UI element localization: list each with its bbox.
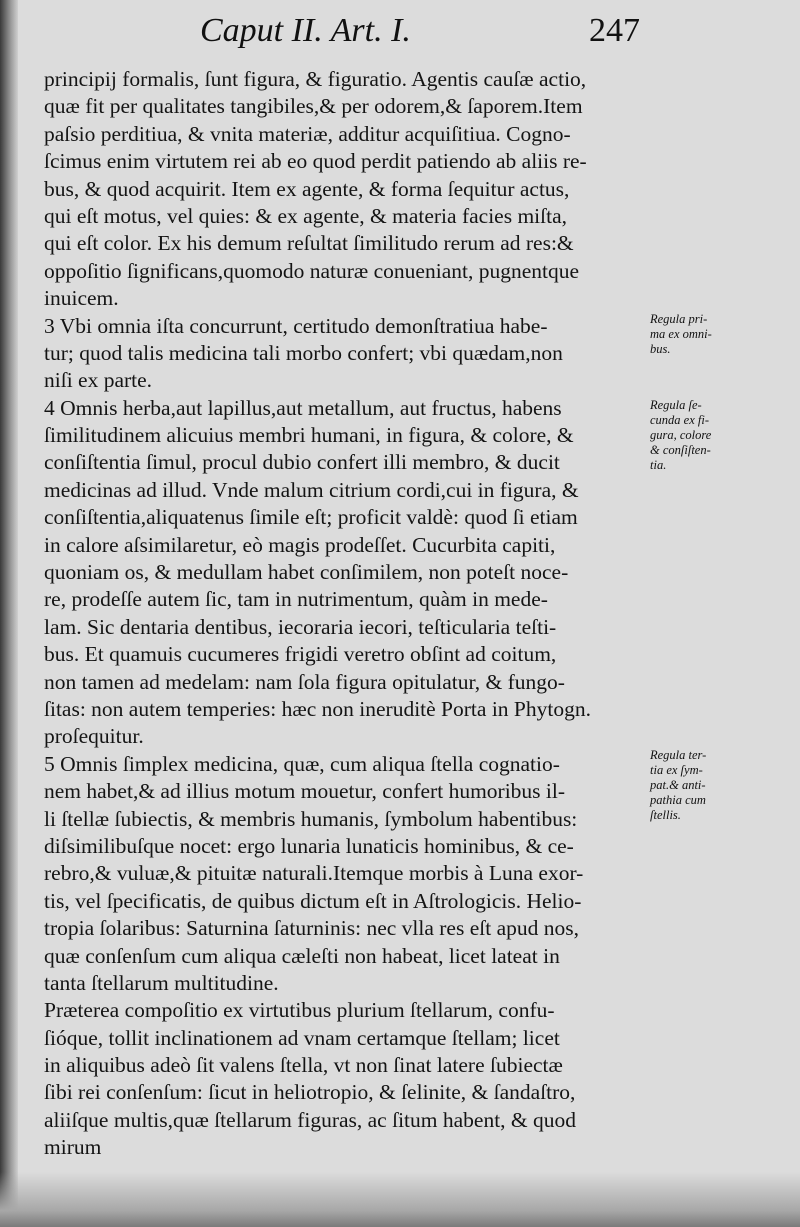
text-line: lam. Sic dentaria dentibus, iecoraria iecori, teſticularia teſti- [44,614,557,639]
text-line: mirum [44,1135,102,1160]
text-line: tis, vel ſpecificatis, de quibus dictum eſt in Aſtrologicis. Helio- [44,888,582,913]
text-line: rebro,& vuluæ,& pituitæ naturali.Itemque morbis à Luna exor- [44,861,584,886]
margin-note-regula-prima [650,312,800,357]
text-line: quæ fit per qualitates tangibiles,& per odorem,& ſaporem.Item [44,94,583,119]
text-line: tur; quod talis medicina tali morbo confert; vbi quædam,non [44,340,563,365]
text-line: qui eſt color. Ex his demum reſultat ſimilitudo rerum ad res:& [44,231,574,256]
margin-note-regula-tertia [650,748,800,823]
margin-note-line: bus. [650,342,671,356]
running-header [200,12,640,56]
text-line: niſi ex parte. [44,368,153,393]
text-line: ſióque, tollit inclinationem ad vnam certamque ſtellam; licet [44,1025,560,1050]
text-line: ſcimus enim virtutem rei ab eo quod perdit patiendo ab aliis re- [44,149,587,174]
margin-note-line: pathia cum [650,793,706,807]
text-line: bus, & quod acquirit. Item ex agente, & forma ſequitur actus, [44,176,570,201]
text-line: Præterea compoſitio ex virtutibus plurium ſtellarum, confu- [44,998,555,1023]
text-line: li ſtellæ ſubiectis, & membris humanis, ſymbolum habentibus: [44,806,578,831]
margin-note-line: Regula ſe- [650,398,702,412]
text-line: tropia ſolaribus: Saturnina ſaturninis: nec vlla res eſt apud nos, [44,916,579,941]
text-line: quoniam os, & medullam habet conſimilem, non poteſt noce- [44,560,569,585]
text-line: medicinas ad illud. Vnde malum citrium cordi,cui in figura, & [44,477,579,502]
text-line: re, prodeſſe autem ſic, tam in nutrimentum, quàm in mede- [44,587,548,612]
text-line: oppoſitio ſignificans,quomodo naturæ conueniant, pugnentque [44,258,580,283]
text-line: conſiſtentia ſimul, procul dubio confert illi membro, & ducit [44,450,560,475]
text-line: tanta ſtellarum multitudine. [44,970,279,995]
margin-note-line: ma ex omni- [650,327,712,341]
margin-note-line: Regula ter- [650,748,707,762]
text-line: diſsimilibuſque nocet: ergo lunaria lunaticis hominibus, & ce- [44,833,574,858]
margin-note-line: pat.& anti- [650,778,706,792]
text-line: quæ conſenſum cum aliqua cæleſti non habeat, licet lateat in [44,943,560,968]
chapter-heading: Caput II. Art. I. [200,12,411,49]
page-bottom-shadow [0,1172,800,1227]
text-line: ſibi rei conſenſum: ſicut in heliotropio, & ſelinite, & ſandaſtro, [44,1080,576,1105]
margin-note-line: gura, colore [650,428,712,442]
text-line: conſiſtentia,aliquatenus ſimile eſt; proficit valdè: quod ſi etiam [44,505,578,530]
text-line: ſimilitudinem alicuius membri humani, in figura, & colore, & [44,423,574,448]
margin-note-regula-secunda [650,398,800,473]
text-line: principij formalis, ſunt figura, & figuratio. Agentis cauſæ actio, [44,67,587,91]
text-line: aliiſque multis,quæ ſtellarum figuras, ac ſitum habent, & quod [44,1107,577,1132]
margin-note-line: tia ex ſym- [650,763,703,777]
margin-note-line: & conſiſten- [650,443,711,457]
text-line: 4 Omnis herba,aut lapillus,aut metallum, aut fructus, habens [44,395,562,420]
text-line: in aliquibus adeò ſit valens ſtella, vt non ſinat latere ſubiectæ [44,1053,563,1078]
margin-note-line: tia. [650,458,667,472]
text-line: paſsio perditiua, & vnita materiæ, additur acquiſitiua. Cogno- [44,121,571,146]
text-line: non tamen ad medelam: nam ſola figura opitulatur, & fungo- [44,669,565,694]
text-line: nem habet,& ad illius motum mouetur, confert humoribus il- [44,779,566,804]
text-line: proſequitur. [44,724,144,749]
page-gutter-shadow [0,0,18,1227]
margin-note-line: cunda ex fi- [650,413,710,427]
text-line: qui eſt motus, vel quies: & ex agente, & materia facies miſta, [44,203,568,228]
text-line: 5 Omnis ſimplex medicina, quæ, cum aliqua ſtella cognatio- [44,751,560,776]
text-line: 3 Vbi omnia iſta concurrunt, certitudo demonſtratiua habe- [44,313,548,338]
body-text [44,66,644,1162]
margin-note-line: Regula pri- [650,312,708,326]
margin-note-line: ſtellis. [650,808,681,822]
text-line: ſitas: non autem temperies: hæc non ineruditè Porta in Phytogn. [44,696,591,721]
page-number: 247 [589,12,640,49]
text-line: in calore aſsimilaretur, eò magis prodeſſet. Cucurbita capiti, [44,532,556,557]
text-line: inuicem. [44,286,119,311]
text-line: bus. Et quamuis cucumeres frigidi veretro obſint ad coitum, [44,642,557,667]
